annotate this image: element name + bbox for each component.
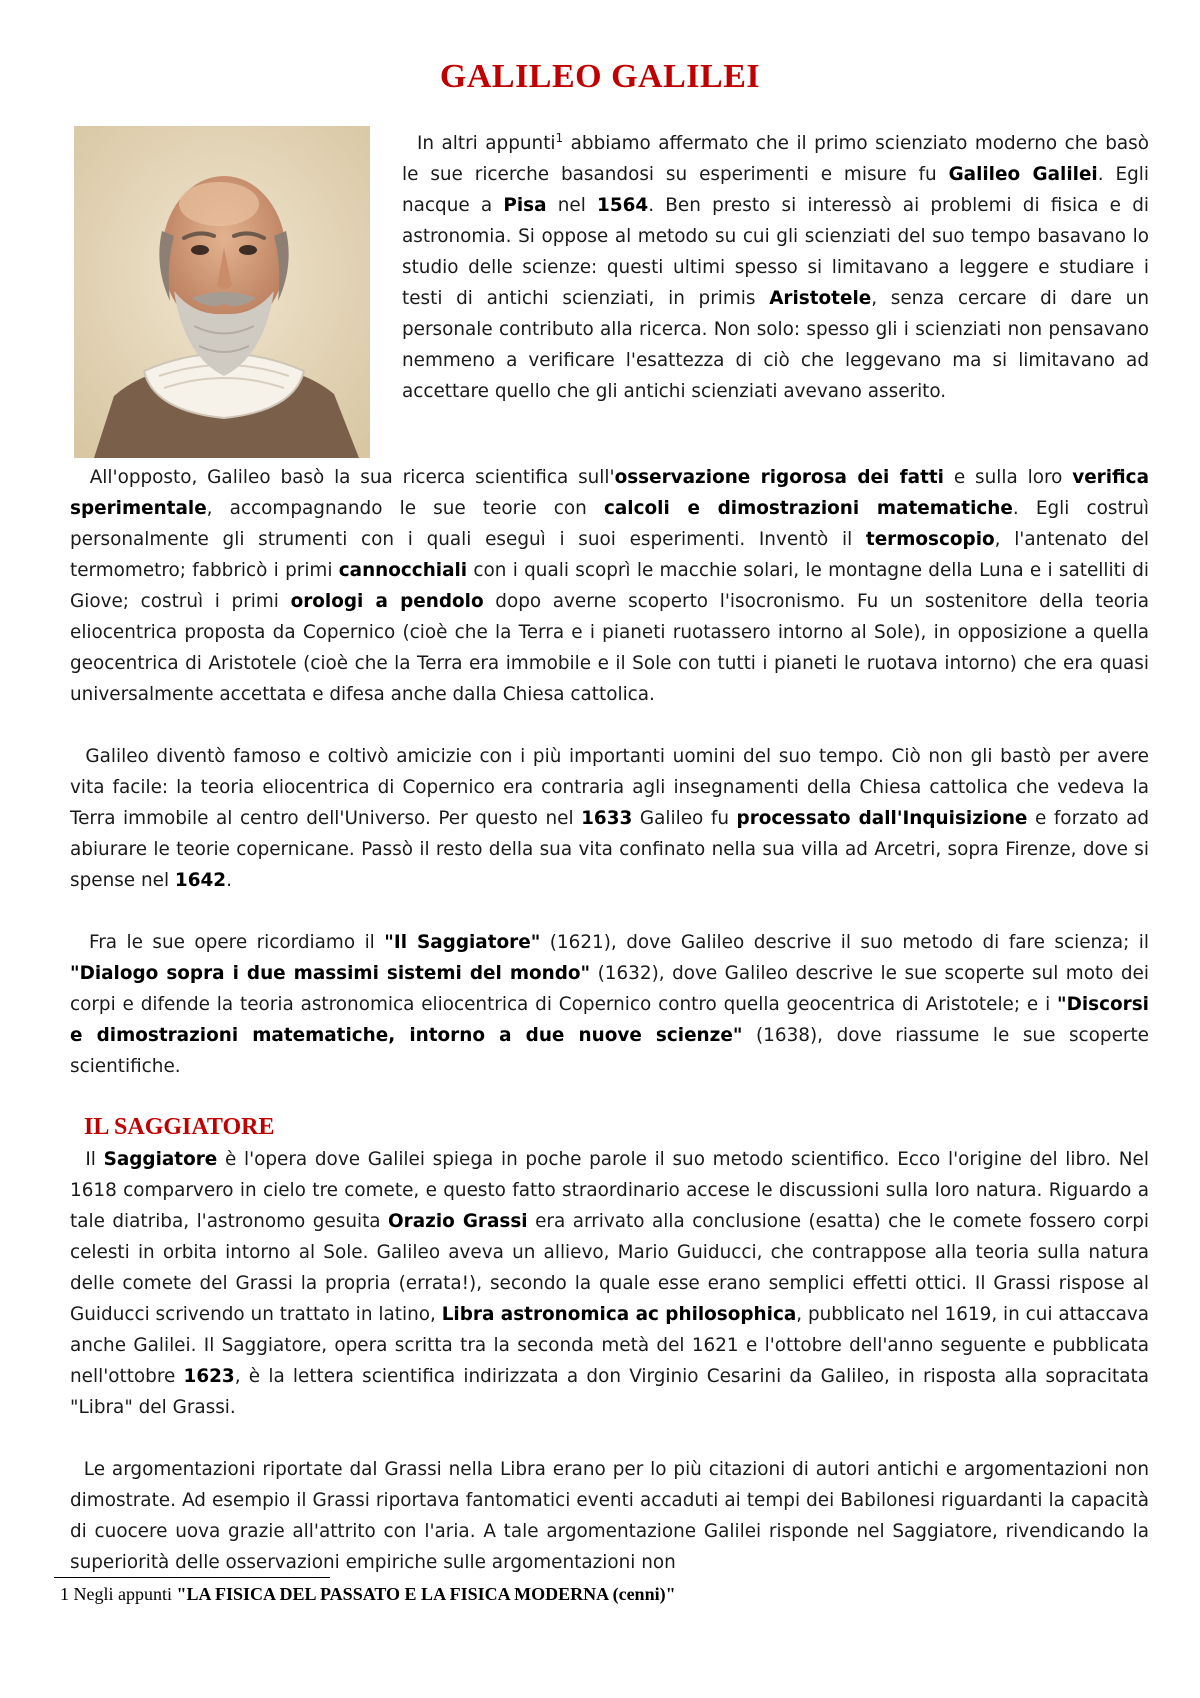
paragraph-saggiatore — [70, 1144, 1149, 1423]
paragraph-text: , è la lettera scientifica indirizzata a don Virginio Cesarini da Galileo, in risposta alla sopracitata "Libra" del Grassi. — [70, 1366, 1150, 1418]
paragraph-text: . Egli costruì personalmente gli strumenti con i quali eseguì i suoi esperimenti. Inventò il — [70, 498, 1149, 550]
paragraph-inquisition — [70, 741, 1149, 896]
paragraph-text: (1632), dove Galileo descrive le sue scoperte sul moto dei corpi e difende la teoria astronomica eliocentrica di Copernico contro quella geocentrica di Aristotele; e i — [70, 963, 1149, 1015]
bold-term: Pisa — [503, 195, 547, 216]
bold-term: cannocchiali — [338, 560, 468, 581]
paragraph-method — [70, 462, 1149, 710]
bold-term: Libra astronomica ac philosophica — [441, 1304, 797, 1325]
paragraph-text: All'opposto, Galileo basò la sua ricerca scientifica sull' — [89, 467, 615, 488]
intro-text: abbiamo affermato che il primo scienziato moderno che basò le sue ricerche basandosi su esperimenti e misure fu — [402, 133, 1149, 185]
paragraph-text: , l'antenato del termometro; fabbricò i primi — [70, 529, 1149, 581]
paragraph-text: e sulla loro — [943, 467, 1073, 488]
bold-term: osservazione rigorosa dei fatti — [614, 467, 944, 488]
paragraph-works — [70, 927, 1149, 1082]
paragraph-text: era arrivato alla conclusione (esatta) che le comete fossero corpi celesti in orbita intorno al Sole. Galileo aveva un allievo, Mario Guiducci, che contrappose alla teoria sulla natura delle comete del Grassi la propria (errata!), secondo la quale esse erano semplici effetti ottici. Il Grassi rispose al Guiducci scrivendo un trattato in latino, — [70, 1211, 1149, 1325]
intro-text: nel — [546, 195, 598, 216]
intro-paragraph — [402, 128, 1149, 407]
bold-term: 1642 — [174, 870, 227, 891]
footnote-number: 1 — [60, 1584, 69, 1604]
bold-term: verifica sperimentale — [70, 467, 1149, 519]
footnote — [60, 1584, 1140, 1605]
bold-term: orologi a pendolo — [290, 591, 484, 612]
paragraph-text: dopo averne scoperto l'isocronismo. Fu un sostenitore della teoria eliocentrica proposta da Copernico (cioè che la Terra e i pianeti ruotassero intorno al Sole), in opposizione a quella geocentrica di Aristotele (cioè che la Terra era immobile e il Sole con tutti i pianeti le ruotava intorno) che era quasi universalmente accettata e difesa anche dalla Chiesa cattolica. — [70, 591, 1149, 705]
paragraph-text: Galileo diventò famoso e coltivò amicizie con i più importanti uomini del suo tempo. Ciò non gli bastò per avere vita facile: la teoria eliocentrica di Copernico era contraria agli insegnamenti della Chiesa cattolica che vedeva la Terra immobile al centro dell'Universo. Per questo nel — [70, 746, 1149, 829]
bold-term: Aristotele — [769, 288, 872, 309]
footnote-separator — [54, 1577, 330, 1578]
footnote-text: Negli appunti — [69, 1584, 177, 1604]
bold-term: calcoli e dimostrazioni matematiche — [603, 498, 1013, 519]
page-title: GALILEO GALILEI — [439, 58, 761, 95]
bold-term: "Discorsi e dimostrazioni matematiche, intorno a due nuove scienze" — [70, 994, 1149, 1046]
bold-term: Saggiatore — [103, 1149, 218, 1170]
bold-term: Galileo Galilei — [948, 164, 1098, 185]
intro-paragraph-block — [402, 128, 1149, 407]
intro-text: . Ben presto si interessò ai problemi di fisica e di astronomia. Si oppose al metodo su cui gli scienziati del suo tempo basavano lo studio delle scienze: questi ultimi spesso si limitavano a leggere e studiare i testi di antichi scienziati, in primis — [402, 195, 1149, 309]
paragraph-text: Il — [85, 1149, 104, 1170]
intro-text: , senza cercare di dare un personale contributo alla ricerca. Non solo: spesso gli i scienziati non pensavano nemmeno a verificare l'esattezza di ciò che leggevano ma si limitavano ad accettare quello che gli antichi scienziati avevano asserito. — [402, 288, 1149, 402]
paragraph-text: con i quali scoprì le macchie solari, le montagne della Luna e i satelliti di Giove; costruì i primi — [70, 560, 1149, 612]
paragraph-arguments — [70, 1454, 1149, 1578]
bold-term: "Dialogo sopra i due massimi sistemi del mondo" — [70, 963, 591, 984]
bold-term: 1633 — [581, 808, 633, 829]
paragraph-text: . — [226, 870, 232, 891]
footnote-bold-title: "LA FISICA DEL PASSATO E LA FISICA MODERNA (cenni)" — [176, 1584, 676, 1604]
footnote-reference[interactable]: 1 — [555, 130, 564, 145]
paragraph-text: Galileo fu — [632, 808, 737, 829]
paragraph-text: Fra le sue opere ricordiamo il — [88, 932, 385, 953]
bold-term: 1564 — [597, 195, 649, 216]
main-text-flow — [70, 462, 1149, 1578]
paragraph-text: , accompagnando le sue teorie con — [206, 498, 604, 519]
bold-term: "Il Saggiatore" — [384, 932, 541, 953]
bold-term: 1623 — [183, 1366, 235, 1387]
paragraph-text: , pubblicato nel 1619, in cui attaccava anche Galilei. Il Saggiatore, opera scritta tra la seconda metà del 1621 e l'ottobre dell'anno seguente e pubblicata nell'ottobre — [70, 1304, 1149, 1387]
bold-term: Orazio Grassi — [388, 1211, 528, 1232]
galileo-portrait-image — [74, 126, 370, 458]
paragraph-text: (1621), dove Galileo descrive il suo metodo di fare scienza; il — [540, 932, 1149, 953]
bold-term: termoscopio — [865, 529, 995, 550]
intro-text: . Egli nacque a — [402, 164, 1149, 216]
paragraph-text: (1638), dove riassume le sue scoperte scientifiche. — [70, 1025, 1149, 1077]
intro-text: In altri appunti — [416, 133, 556, 154]
section-heading: IL SAGGIATORE — [84, 1114, 275, 1140]
paragraph-text: e forzato ad abiurare le teorie copernicane. Passò il resto della sua vita confinato nella sua villa ad Arcetri, sopra Firenze, dove si spense nel — [70, 808, 1150, 891]
bold-term: processato dall'Inquisizione — [736, 808, 1028, 829]
portrait-drawing — [74, 126, 370, 458]
paragraph-text: Le argomentazioni riportate dal Grassi nella Libra erano per lo più citazioni di autori antichi e argomentazioni non dimostrate. Ad esempio il Grassi riportava fantomatici eventi accaduti ai tempi dei Babilonesi riguardanti la capacità di cuocere uova grazie all'attrito con l'aria. A tale argomentazione Galilei risponde nel Saggiatore, rivendicando la superiorità delle osservazioni empiriche sulle argomentazioni non — [70, 1459, 1149, 1573]
paragraph-text: è l'opera dove Galilei spiega in poche parole il suo metodo scientifico. Ecco l'origine del libro. Nel 1618 comparvero in cielo tre comete, e questo fatto straordinario accese le discussioni sulla loro natura. Riguardo a tale diatriba, l'astronomo gesuita — [70, 1149, 1149, 1232]
